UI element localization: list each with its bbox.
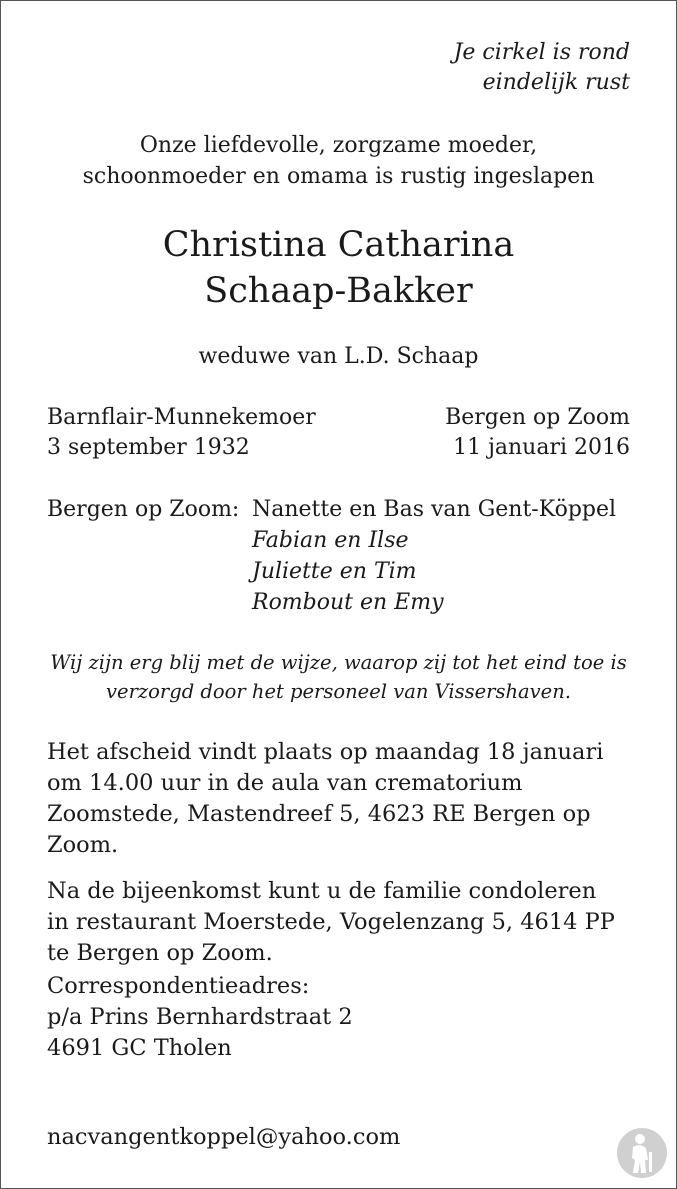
correspondence-address [47, 971, 630, 1064]
farewell-line: Het afscheid vindt plaats op maandag 18 januari [47, 739, 604, 765]
widow-of: weduwe van L.D. Schaap [198, 344, 479, 369]
death-place: Bergen op Zoom [445, 405, 630, 430]
family-member: Juliette en Tim [252, 559, 417, 584]
correspondence-line: 4691 GC Tholen [47, 1035, 232, 1061]
farewell-line: Zoomstede, Mastendreef 5, 4623 RE Bergen op [47, 801, 591, 827]
birth-info [47, 403, 316, 463]
death-info [445, 403, 630, 463]
family-member: Nanette en Bas van Gent-Köppel [252, 497, 617, 522]
condolence-paragraph [47, 876, 630, 969]
family-member: Fabian en Ilse [252, 528, 409, 553]
deceased-first-names: Christina Catharina [162, 225, 515, 265]
motto-line: Je cirkel is rond [453, 40, 630, 65]
life-dates [47, 403, 630, 463]
deceased-surname: Schaap-Bakker [204, 271, 473, 311]
family-place: Bergen op Zoom: [47, 497, 240, 522]
family-members [252, 494, 616, 618]
birth-place: Barnflair-Munnekemoer [47, 405, 316, 430]
intro-line: Onze liefdevolle, zorgzame moeder, [139, 133, 538, 158]
birth-date: 3 september 1932 [47, 435, 250, 460]
motto-line: eindelijk rust [482, 70, 630, 95]
thanks-line: verzorgd door het personeel van Vissershaven. [106, 680, 571, 703]
intro-text [0, 130, 677, 192]
correspondence-line: p/a Prins Bernhardstraat 2 [47, 1004, 353, 1030]
farewell-line: om 14.00 uur in de aula van crematorium [47, 770, 523, 796]
family-member: Rombout en Emy [252, 590, 444, 615]
condolence-line: Na de bijeenkomst kunt u de familie condoleren [47, 878, 597, 904]
motto [454, 38, 630, 98]
correspondence-line: Correspondentieadres: [47, 973, 310, 999]
death-date: 11 januari 2016 [453, 435, 630, 460]
condolence-line: te Bergen op Zoom. [47, 940, 273, 966]
contact-email[interactable]: nacvangentkoppel@yahoo.com [47, 1124, 401, 1150]
person-silhouette-icon [616, 1127, 668, 1179]
intro-line: schoonmoeder en omama is rustig ingeslapen [82, 164, 595, 189]
thanks-line: Wij zijn erg blij met de wijze, waarop zij tot het eind toe is [50, 651, 627, 674]
farewell-paragraph [47, 737, 630, 861]
condolence-line: in restaurant Moerstede, Vogelenzang 5, 4614 PP [47, 909, 615, 935]
deceased-name [0, 222, 677, 314]
thanks-text [0, 648, 677, 706]
farewell-line: Zoom. [47, 832, 119, 858]
